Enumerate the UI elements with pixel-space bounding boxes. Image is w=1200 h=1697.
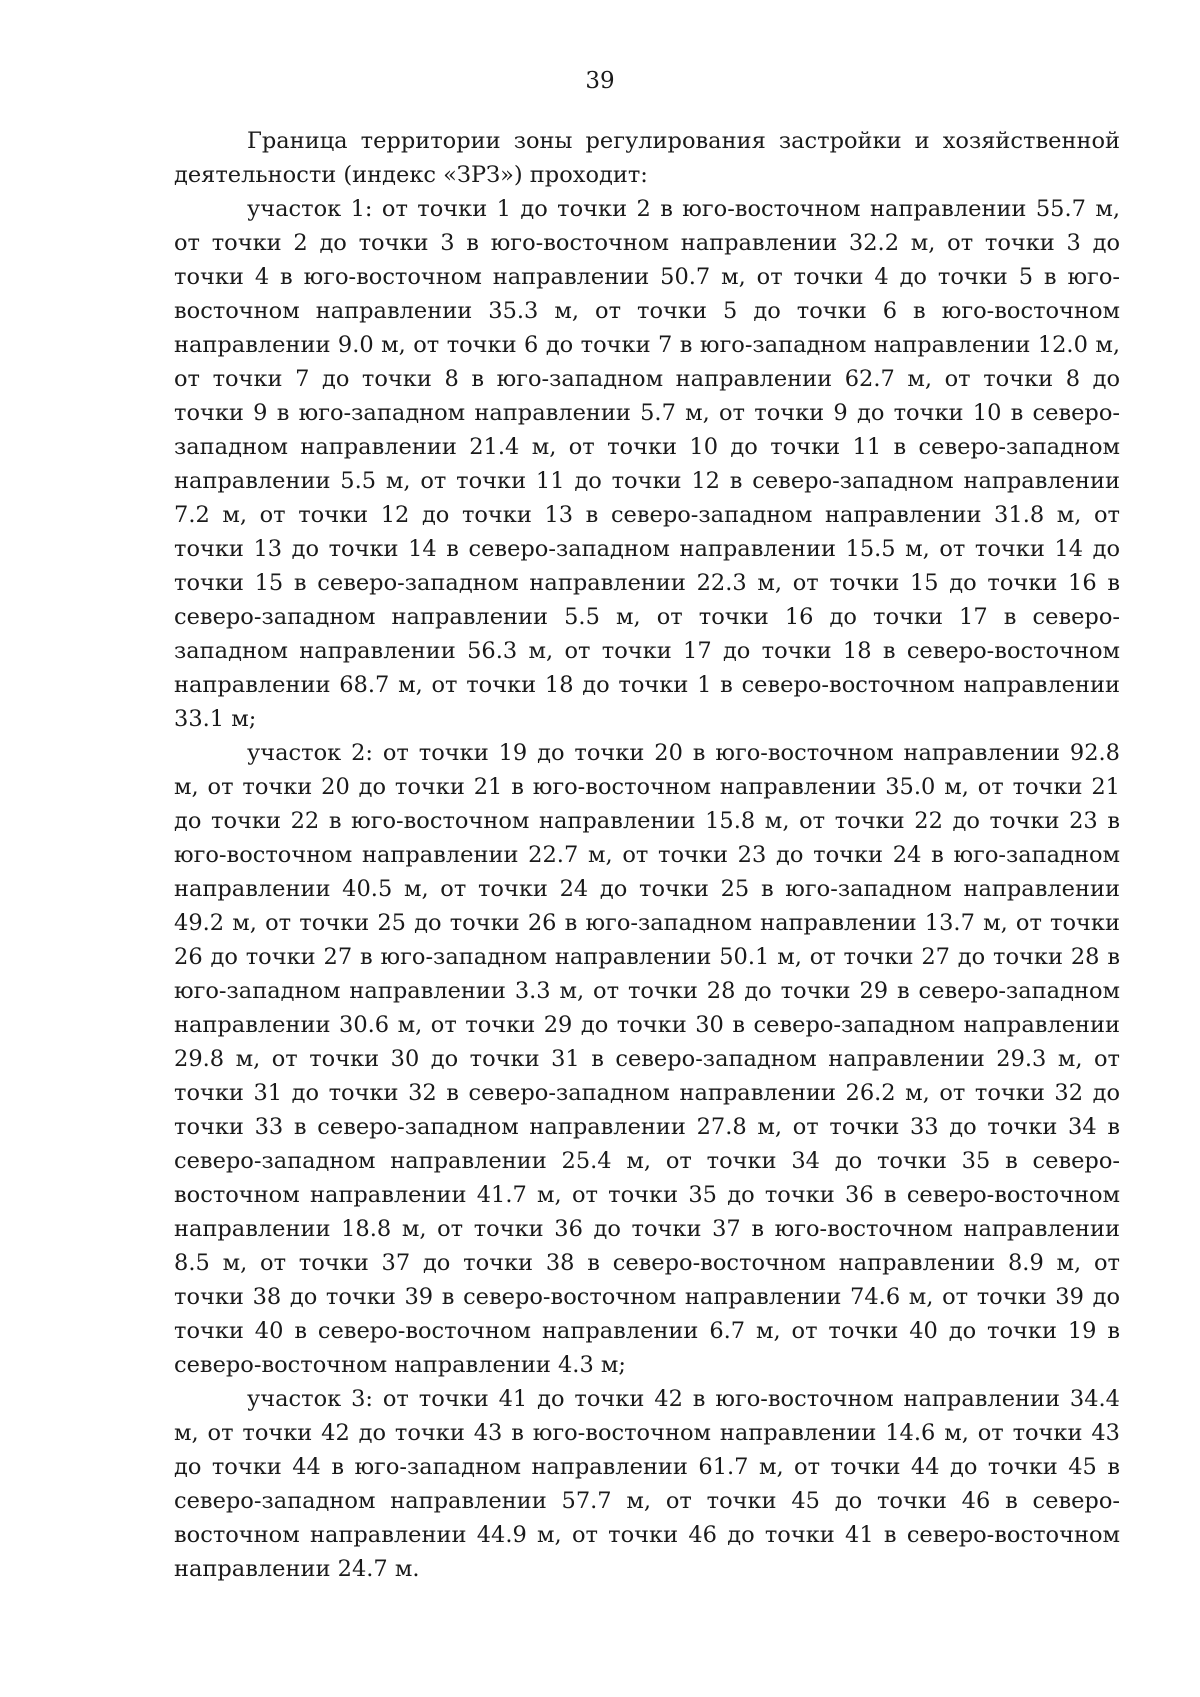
page-number: 39: [585, 68, 615, 94]
document-body: [174, 124, 1120, 1586]
section-2-paragraph: участок 2: от точки 19 до точки 20 в юго-восточном направлении 92.8 м, от точки 20 до точки 21 в юго-восточном направлении 35.0 м, от точки 21 до точки 22 в юго-восточном направлении 15.8 м, от точки 22 до точки 23 в юго-восточном направлении 22.7 м, от точки 23 до точки 24 в юго-западном направлении 40.5 м, от точки 24 до точки 25 в юго-западном направлении 49.2 м, от точки 25 до точки 26 в юго-западном направлении 13.7 м, от точки 26 до точки 27 в юго-западном направлении 50.1 м, от точки 27 до точки 28 в юго-западном направлении 3.3 м, от точки 28 до точки 29 в северо-западном направлении 30.6 м, от точки 29 до точки 30 в северо-западном направлении 29.8 м, от точки 30 до точки 31 в северо-западном направлении 29.3 м, от точки 31 до точки 32 в северо-западном направлении 26.2 м, от точки 32 до точки 33 в северо-западном направлении 27.8 м, от точки 33 до точки 34 в северо-западном направлении 25.4 м, от точки 34 до точки 35 в северо-восточном направлении 41.7 м, от точки 35 до точки 36 в северо-восточном направлении 18.8 м, от точки 36 до точки 37 в юго-восточном направлении 8.5 м, от точки 37 до точки 38 в северо-восточном направлении 8.9 м, от точки 38 до точки 39 в северо-восточном направлении 74.6 м, от точки 39 до точки 40 в северо-восточном направлении 6.7 м, от точки 40 до точки 19 в северо-восточном направлении 4.3 м;: [174, 740, 1120, 1378]
section-1-paragraph: участок 1: от точки 1 до точки 2 в юго-восточном направлении 55.7 м, от точки 2 до точки 3 в юго-восточном направлении 32.2 м, от точки 3 до точки 4 в юго-восточном направлении 50.7 м, от точки 4 до точки 5 в юго-восточном направлении 35.3 м, от точки 5 до точки 6 в юго-восточном направлении 9.0 м, от точки 6 до точки 7 в юго-западном направлении 12.0 м, от точки 7 до точки 8 в юго-западном направлении 62.7 м, от точки 8 до точки 9 в юго-западном направлении 5.7 м, от точки 9 до точки 10 в северо-западном направлении 21.4 м, от точки 10 до точки 11 в северо-западном направлении 5.5 м, от точки 11 до точки 12 в северо-западном направлении 7.2 м, от точки 12 до точки 13 в северо-западном направлении 31.8 м, от точки 13 до точки 14 в северо-западном направлении 15.5 м, от точки 14 до точки 15 в северо-западном направлении 22.3 м, от точки 15 до точки 16 в северо-западном направлении 5.5 м, от точки 16 до точки 17 в северо-западном направлении 56.3 м, от точки 17 до точки 18 в северо-восточном направлении 68.7 м, от точки 18 до точки 1 в северо-восточном направлении 33.1 м;: [174, 196, 1120, 732]
intro-paragraph: Граница территории зоны регулирования застройки и хозяйственной деятельности (индекс «ЗРЗ») проходит:: [174, 128, 1120, 188]
section-3-paragraph: участок 3: от точки 41 до точки 42 в юго-восточном направлении 34.4 м, от точки 42 до точки 43 в юго-восточном направлении 14.6 м, от точки 43 до точки 44 в юго-западном направлении 61.7 м, от точки 44 до точки 45 в северо-западном направлении 57.7 м, от точки 45 до точки 46 в северо-восточном направлении 44.9 м, от точки 46 до точки 41 в северо-восточном направлении 24.7 м.: [174, 1386, 1120, 1582]
